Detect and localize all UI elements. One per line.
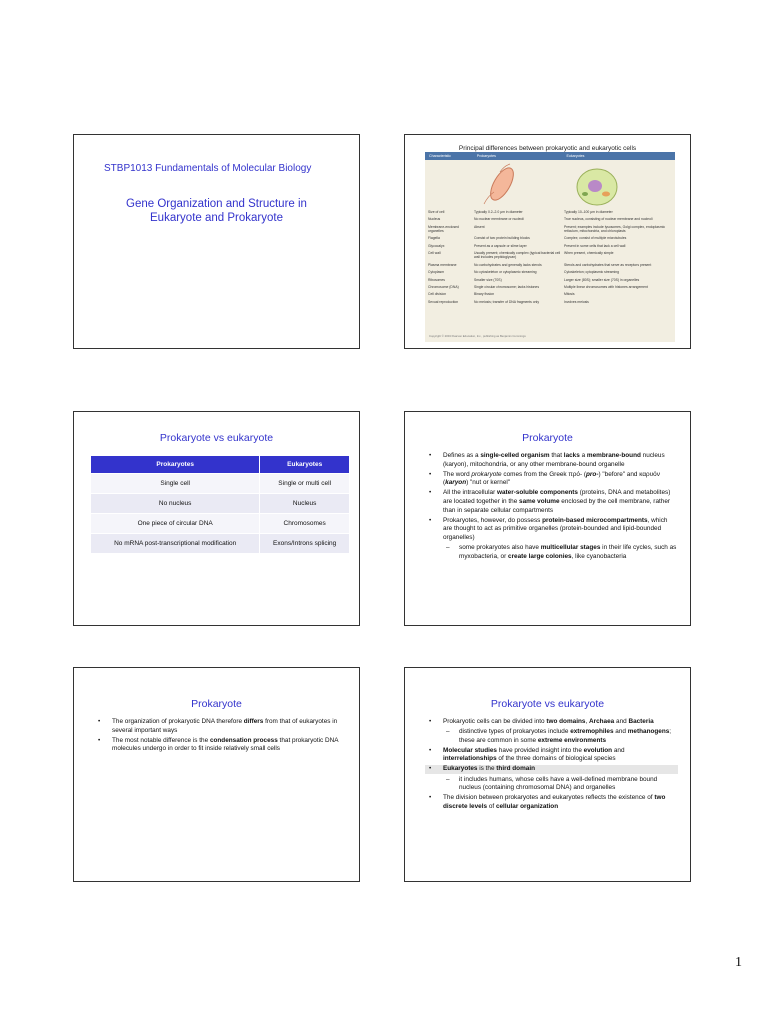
figure-row: Size of cell Typically 0.2–2.0 μm in diameter Typically 10–100 μm in diameter xyxy=(428,210,613,214)
figure-row: Cell wall Usually present; chemically complex (typical bacterial cell wall includes peptidoglycan) When present, chemically simple xyxy=(428,251,614,260)
eukaryote-cell-illustration xyxy=(570,162,625,212)
figure-row: Ribosomes Smaller size (70S) Larger size (80S); smaller size (70S) in organelles xyxy=(428,277,640,282)
figure-title: Principal differences between prokaryotic and eukaryotic cells xyxy=(458,145,637,152)
list-item: • Molecular studies have provided insight into the evolution and interrelationships of the three domains of biological species xyxy=(425,747,678,764)
slide-6 xyxy=(404,667,691,882)
figure-row: Membrane-enclosed organelles Absent Present; examples include lysosomes, Golgi complex, endoplasmic reticulum, mitochondria, and chloroplasts xyxy=(428,224,666,233)
prokaryote-cell-illustration xyxy=(480,162,525,212)
comparison-figure xyxy=(425,152,675,342)
slide-1 xyxy=(73,134,360,349)
list-item: • The most notable difference is the condensation process that prokaryotic DNA molecules undergo in order to fit inside relatively small cells xyxy=(94,737,347,754)
figure-row: Chromosome (DNA) Single circular chromosome; lacks histones Multiple linear chromosomes with histones arrangement xyxy=(428,284,648,289)
page-number: 1 xyxy=(735,955,742,970)
table-row: One piece of circular DNA Chromosomes xyxy=(91,514,350,534)
figure-row: Sexual reproduction No meiosis; transfer of DNA fragments only Involves meiosis xyxy=(428,299,589,304)
list-item: • All the intracellular water-soluble components (proteins, DNA and metabolites) are located together in the same volume enclosed by the cell membrane, rather than in separate cellular compartments xyxy=(425,489,678,515)
table-row: Single cell Single or multi cell xyxy=(91,474,350,494)
list-item: • Prokaryotes, however, do possess protein-based microcompartments, which are thought to act as primitive organelles (protein-bounded and lipid-bounded organelles) xyxy=(425,517,678,543)
comparison-table xyxy=(90,455,350,554)
figure-row: Cytoplasm No cytoskeleton or cytoplasmic streaming Cytoskeleton; cytoplasmic streaming xyxy=(428,270,620,275)
figure-row: Plasma membrane No carbohydrates and generally lacks sterols Sterols and carbohydrates that serve as receptors present xyxy=(428,262,652,267)
list-item: • Defines as a single-celled organism that lacks a membrane-bound nucleus (karyon), mitochondria, or any other membrane-bound organelle xyxy=(425,452,678,469)
list-item: – some prokaryotes also have multicellular stages in their life cycles, such as myxobacteria, or create large colonies, like cyanobacteria xyxy=(425,544,678,561)
course-title: STBP1013 Fundamentals of Molecular Biology xyxy=(104,163,312,174)
list-item: • Eukaryotes is the third domain xyxy=(425,765,678,774)
bullet-list xyxy=(425,718,678,813)
list-item: – distinctive types of prokaryotes include extremophiles and methanogens; these are common in some extreme environments xyxy=(425,728,678,745)
slide-title: Prokaryote vs eukaryote xyxy=(159,432,274,444)
slide-2 xyxy=(404,134,691,349)
table-row: No mRNA post-transcriptional modification Exons/Introns splicing xyxy=(91,534,350,554)
figure-row: Cell division Binary fission Mitosis xyxy=(428,292,575,297)
figure-row: Glycocalyx Present as a capsule or slime layer Present in some cells that lack a cell wall xyxy=(428,243,626,248)
figure-row: Flagella Consist of two protein building blocks Complex; consist of multiple microtubules xyxy=(428,236,627,241)
figure-header: Characteristic Prokaryotes Eukaryotes xyxy=(425,152,675,160)
slide-title: Prokaryote xyxy=(522,432,573,444)
table-header-row: Prokaryotes Eukaryotes xyxy=(91,456,350,474)
slide-4 xyxy=(404,411,691,626)
slide-3 xyxy=(73,411,360,626)
bullet-list xyxy=(94,718,347,755)
list-item: • Prokaryotic cells can be divided into two domains, Archaea and Bacteria xyxy=(425,718,678,727)
table-row: No nucleus Nucleus xyxy=(91,494,350,514)
slide-5 xyxy=(73,667,360,882)
slide-title: Gene Organization and Structure in Eukaryote and Prokaryote xyxy=(126,198,307,224)
slide-title: Prokaryote xyxy=(191,698,242,710)
slide-title: Prokaryote vs eukaryote xyxy=(490,698,605,710)
bullet-list xyxy=(425,452,678,563)
list-item: • The division between prokaryotes and eukaryotes reflects the existence of two discrete levels of cellular organization xyxy=(425,794,678,811)
figure-rows xyxy=(425,210,675,307)
figure-row: Nucleus No nuclear membrane or nucleoli True nucleus, consisting of nuclear membrane and nucleoli xyxy=(428,217,653,222)
list-item: – it includes humans, whose cells have a well-defined membrane bound nucleus (containing chromosomal DNA) and organelles xyxy=(425,776,678,793)
copyright-text: Copyright © 2004 Pearson Education, Inc., publishing as Benjamin Cummings xyxy=(429,334,526,338)
list-item: • The word prokaryote comes from the Greek πρό- (pro-) "before" and καρυόν (karyon) "nut or kernel" xyxy=(425,471,678,488)
list-item: • The organization of prokaryotic DNA therefore differs from that of eukaryotes in several important ways xyxy=(94,718,347,735)
